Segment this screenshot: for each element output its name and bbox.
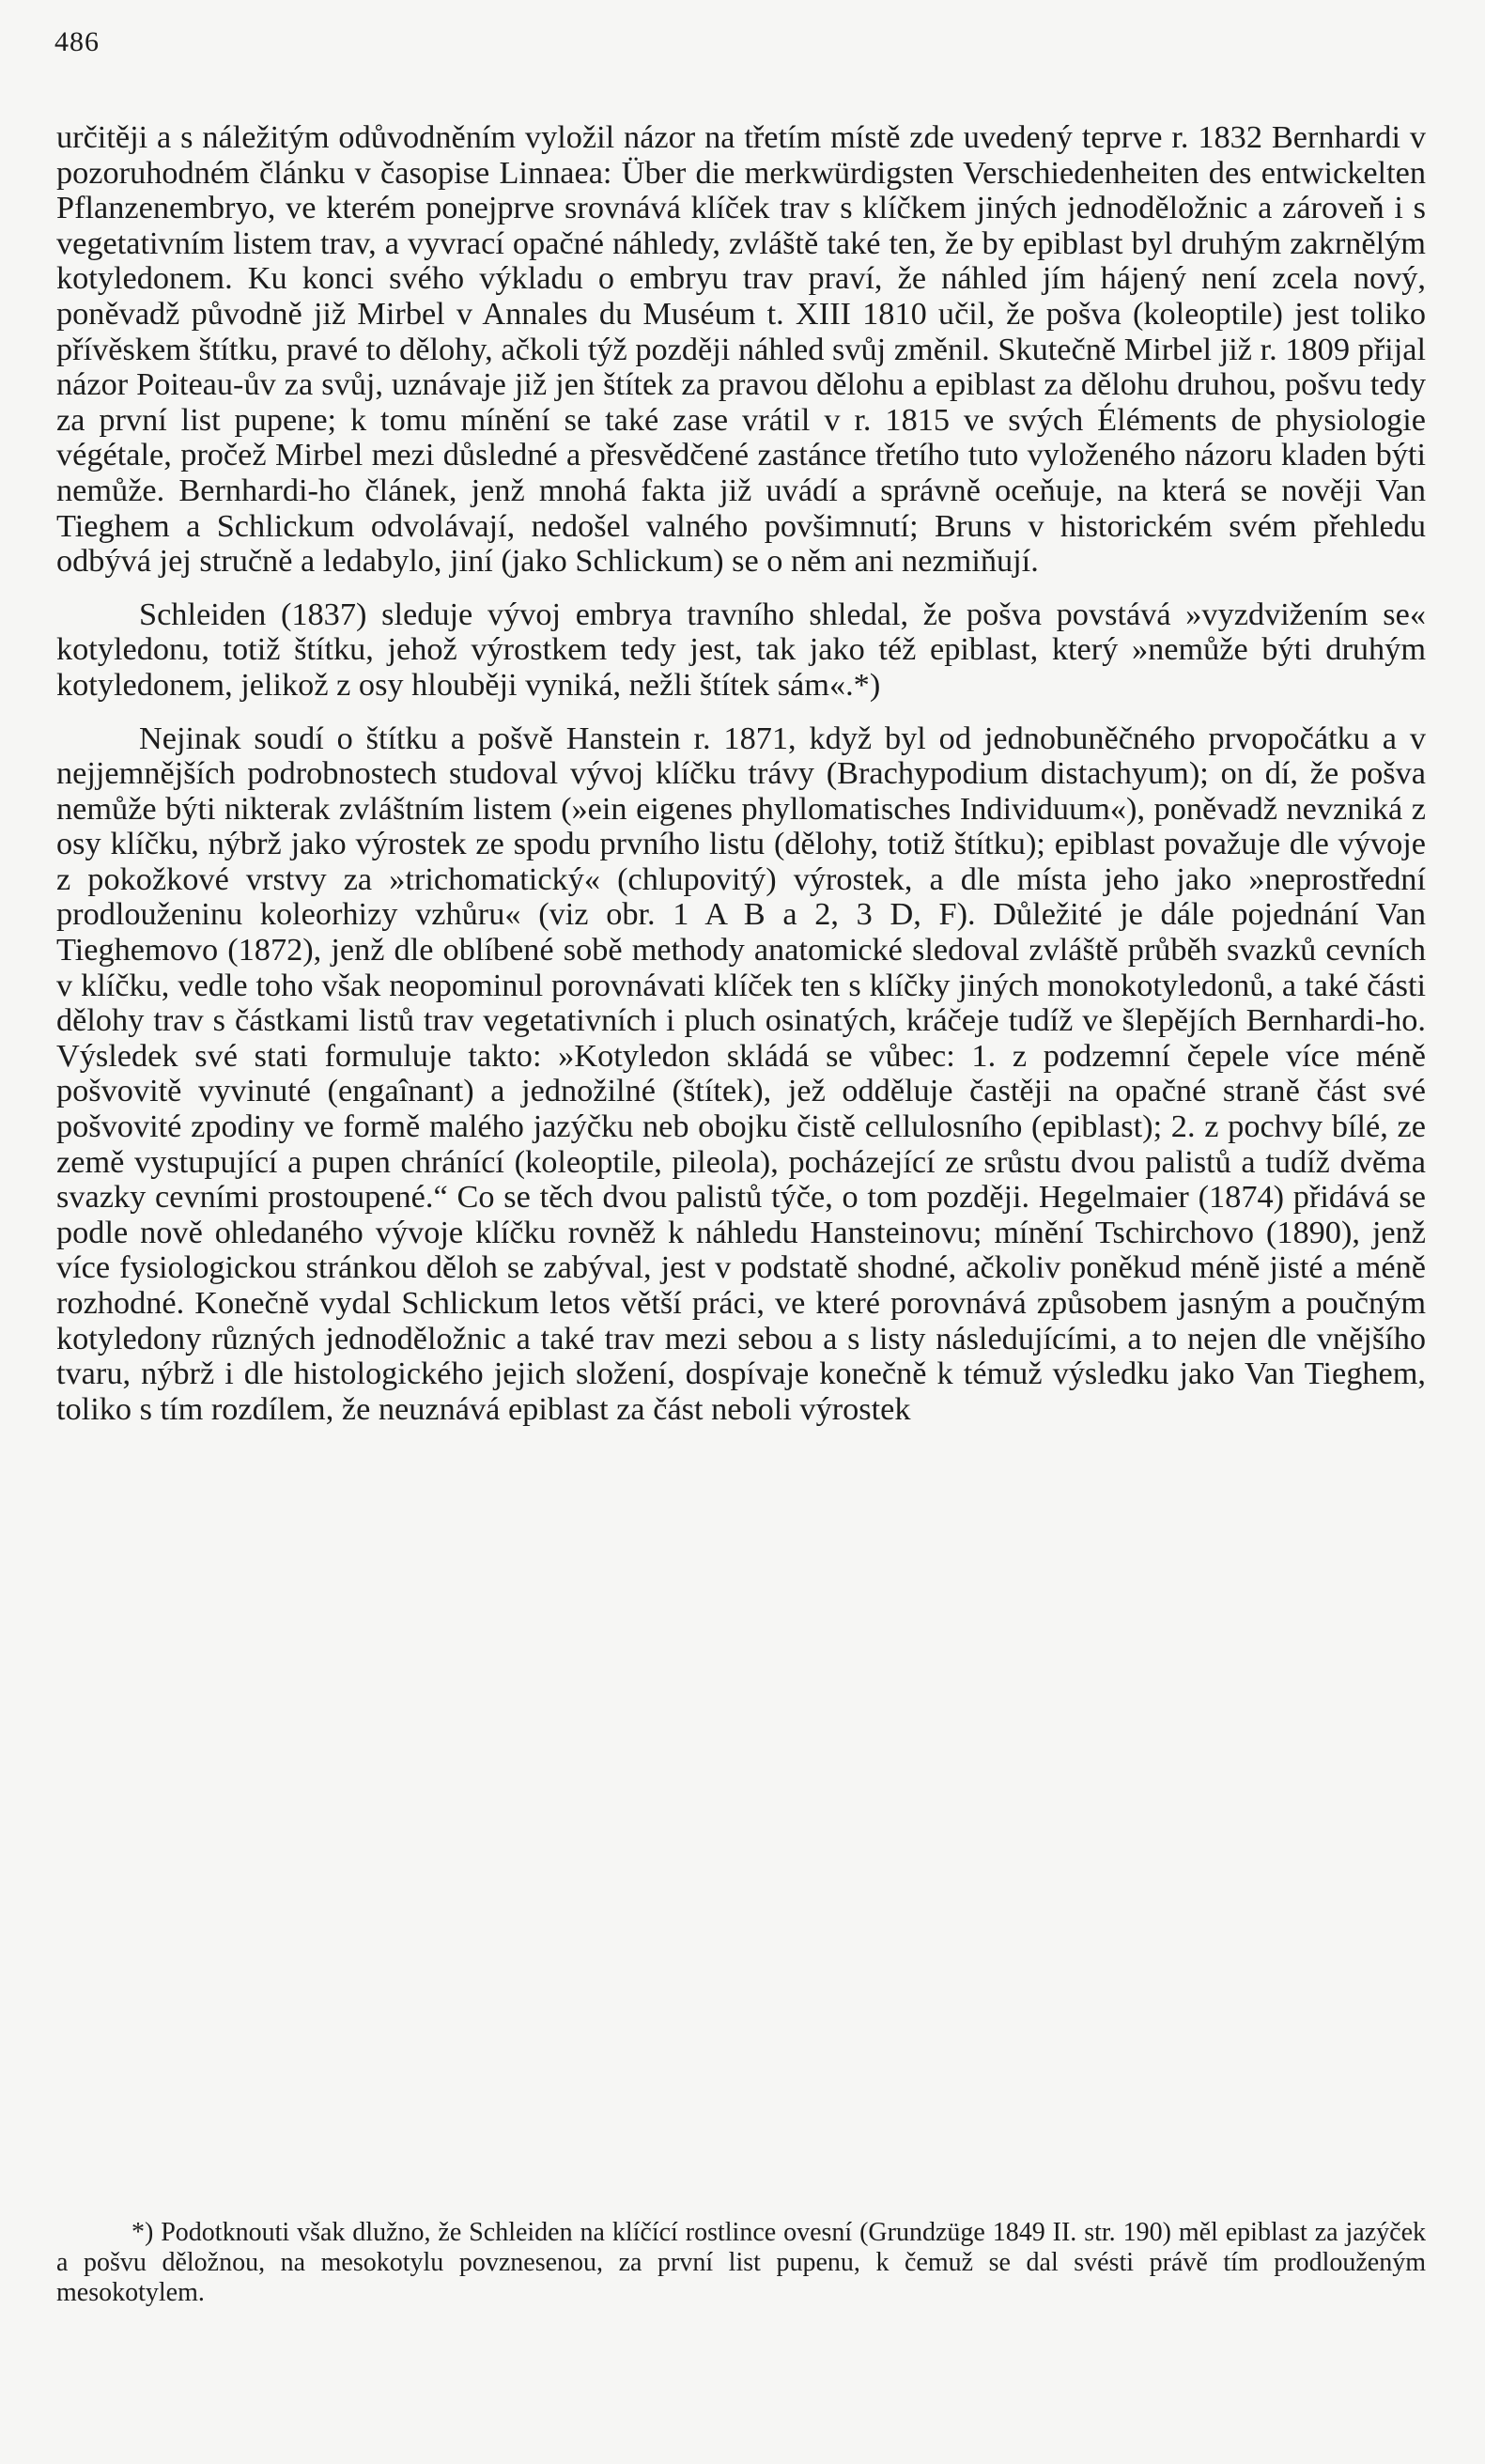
paragraph-3: Nejinak soudí o štítku a pošvě Hanstein r. 1871, když byl od jednobuněčného prvopočátku a v nejjemnějších podrobnostech studoval vývoj klíčku trávy (Brachypodium distachyum); on dí, že pošva nemůže býti nikterak zvláštním listem (»ein eigenes phyllomatisches Individuum«), poněvadž nevzniká z osy klíčku, nýbrž jako výrostek ze spodu prvního listu (dělohy, totiž štítku); epiblast považuje dle vývoje z pokožkové vrstvy za »trichomatický« (chlupovitý) výrostek, a dle místa jeho jako »neprostřední prodlouženinu koleorhizy vzhůru« (viz obr. 1 A B a 2, 3 D, F). Důležité je dále pojednání Van Tieghemovo (1872), jenž dle oblíbené sobě methody anatomické sledoval zvláště průběh svazků cevních v klíčku, vedle toho však neopominul porovnávati klíček ten s klíčky jiných monokotyledonů, a také části dělohy trav s částkami listů trav vegetativních i pluch osinatých, kráčeje tudíž ve šlepějích Bernhardi-ho. Výsledek své stati formuluje takto: »Kotyledon skládá se vůbec: 1. z podzemní čepele více méně pošvovitě vyvinuté (engaînant) a jednožilné (štítek), jež odděluje častěji na opačné straně část své pošvovité zpodiny ve formě malého jazýčku neb obojku čistě cellulosního (epiblast); 2. z pochvy bílé, ze země vystupující a pupen chránící (koleoptile, pileola), pocházející ze srůstu dvou palistů a tudíž dvěma svazky cevními prostoupené.“ Co se těch dvou palistů týče, o tom později. Hegelmaier (1874) přidává se podle nově ohledaného vývoje klíčku rovněž k náhledu Hansteinovu; mínění Tschirchovo (1890), jenž více fysiologickou stránkou děloh se zabýval, jest v podstatě shodné, ačkoliv poněkud méně jisté a méně rozhodné. Konečně vydal Schlickum letos větší práci, ve které porovnává způsobem jasným a poučným kotyledony různých jednoděložnic a také trav mezi sebou a s listy následujícími, a to nejen dle vnějšího tvaru, nýbrž i dle histologického jejich složení, dospívaje konečně k témuž výsledku jako Van Tieghem, toliko s tím rozdílem, že neuznává epiblast za část neboli výrostek <box>56 720 1426 1427</box>
footnote-text: *) Podotknouti však dlužno, že Schleiden na klíčící rostlince ovesní (Grundzüge 1849 II. str. 190) měl epiblast za jazýček a pošvu děložnou, na mesokotylu povznesenou, za první list pupenu, k čemuž se dal svésti právě tím prodlouženým mesokotylem. <box>56 2218 1426 2307</box>
footnote <box>56 2218 1426 2308</box>
body-text <box>56 120 1426 1427</box>
paragraph-1: určitěji a s náležitým odůvodněním vyložil názor na třetím místě zde uvedený teprve r. 1832 Bernhardi v pozoruhodném článku v časopise Linnaea: Über die merkwürdigsten Verschiedenheiten des entwickelten Pflanzenembryo, ve kterém ponejprve srovnává klíček trav s klíčkem jiných jednoděložnic a zároveň i s vegetativním listem trav, a vyvrací opačné náhledy, zvláště také ten, že by epiblast byl druhým zakrnělým kotyledonem. Ku konci svého výkladu o embryu trav praví, že náhled jím hájený není zcela nový, poněvadž původně již Mirbel v Annales du Muséum t. XIII 1810 učil, že pošva (koleoptile) jest toliko přívěskem štítku, pravé to dělohy, ačkoli týž později náhled svůj změnil. Skutečně Mirbel již r. 1809 přijal názor Poiteau-ův za svůj, uznávaje již jen štítek za pravou dělohu a epiblast za dělohu druhou, pošvu tedy za první list pupene; k tomu mínění se také zase vrátil v r. 1815 ve svých Éléments de physiologie végétale, pročež Mirbel mezi důsledné a přesvědčené zastánce třetího tuto vyloženého názoru kladen býti nemůže. Bernhardi-ho článek, jenž mnohá fakta již uvádí a správně oceňuje, na která se nověji Van Tieghem a Schlickum odvolávají, nedošel valného povšimnutí; Bruns v historickém svém přehledu odbývá jej stručně a ledabylo, jiní (jako Schlickum) se o něm ani nezmiňují. <box>56 119 1426 580</box>
paragraph-2: Schleiden (1837) sleduje vývoj embrya travního shledal, že pošva povstává »vyzdvižením se« kotyledonu, totiž štítku, jehož výrostkem tedy jest, tak jako též epiblast, který »nemůže býti druhým kotyledonem, jelikož z osy hlouběji vyniká, nežli štítek sám«.*) <box>56 596 1426 703</box>
page-number: 486 <box>54 26 100 57</box>
